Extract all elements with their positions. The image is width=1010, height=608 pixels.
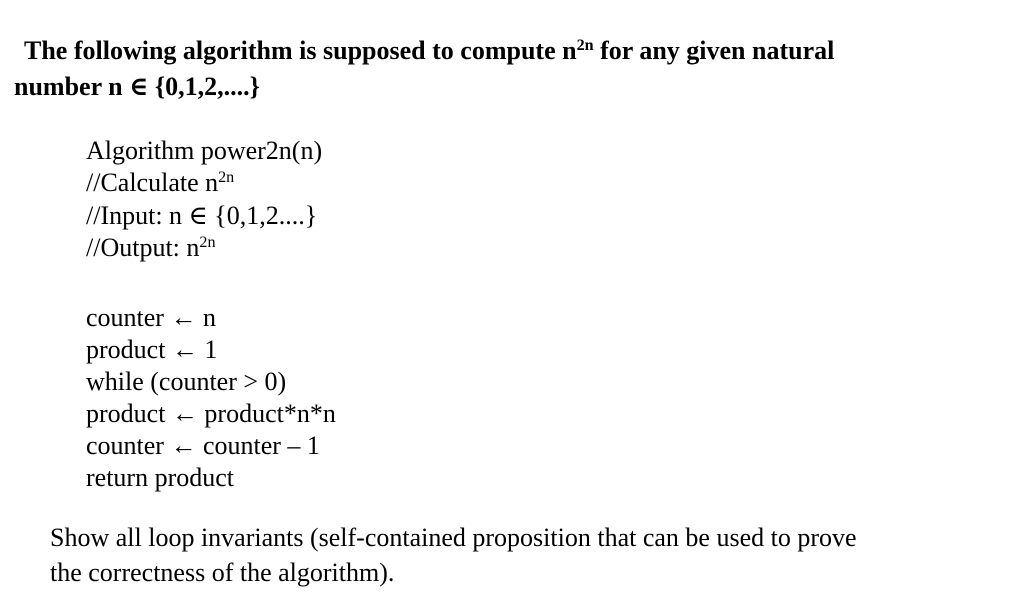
- calc-text: //Calculate n: [86, 168, 219, 197]
- algorithm-output-comment: [86, 235, 216, 261]
- algorithm-calc-comment: [86, 170, 234, 196]
- exponent: 2n: [218, 169, 235, 187]
- prompt-line-1: Show all loop invariants (self-contained proposition that can be used to prove: [50, 523, 857, 552]
- code-line-return: return product: [86, 463, 235, 492]
- prompt-line-2: the correctness of the algorithm).: [50, 558, 395, 587]
- code-line-while: while (counter > 0): [86, 367, 287, 396]
- output-text: //Output: n: [86, 233, 200, 262]
- question-text: The following algorithm is supposed to compute n: [24, 36, 577, 65]
- code-line-counter-init: counter ← n: [86, 303, 216, 332]
- exponent: 2n: [199, 234, 216, 252]
- code-line-counter-decrement: counter ← counter – 1: [86, 431, 320, 460]
- algorithm-input-comment: //Input: n ∈ {0,1,2....}: [86, 201, 318, 230]
- question-line-1: [24, 38, 834, 64]
- algorithm-header: Algorithm power2n(n): [86, 136, 323, 165]
- code-line-product-update: product ← product*n*n: [86, 399, 336, 428]
- code-line-product-init: product ← 1: [86, 335, 218, 364]
- question-suffix: for any given natural: [593, 36, 835, 65]
- exponent: 2n: [576, 37, 594, 55]
- question-line-2: number n ∈ {0,1,2,....}: [14, 72, 260, 101]
